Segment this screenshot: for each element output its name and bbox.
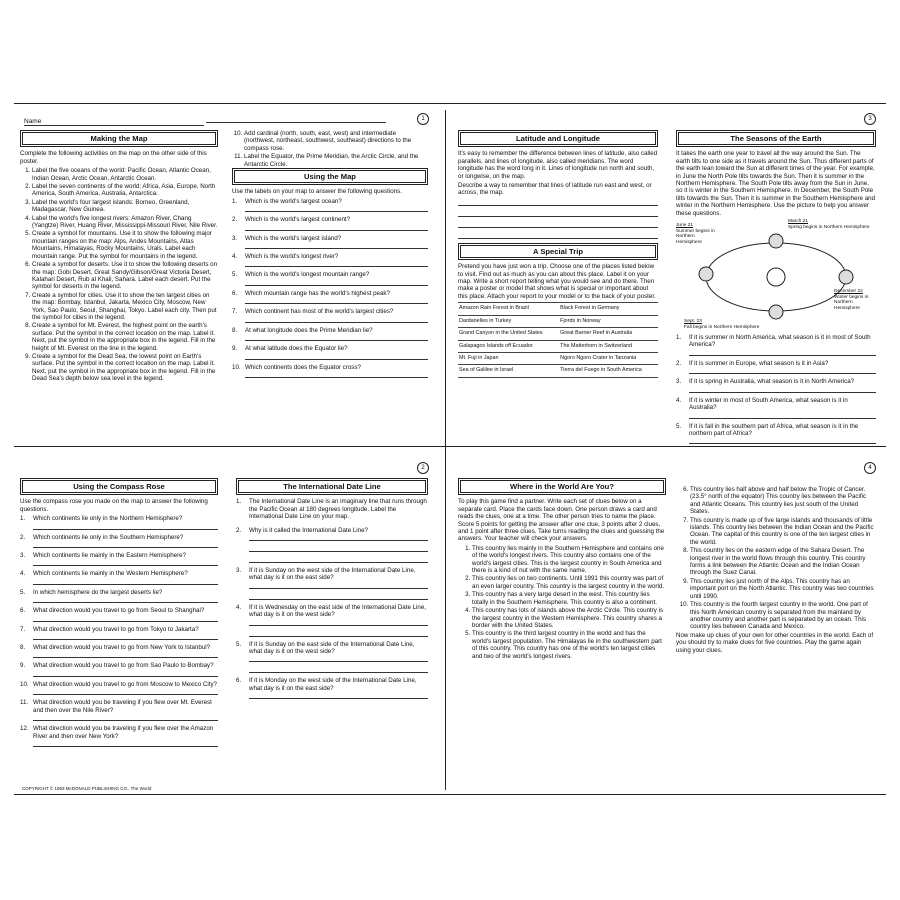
question: 2. Which continents lie only in the Southern Hemisphere? bbox=[20, 534, 218, 548]
table-row: Grand Canyon in the United States Great Barrier Reef in Australia bbox=[458, 328, 658, 340]
answer-line[interactable] bbox=[245, 297, 428, 304]
page-number-2: 2 bbox=[417, 462, 429, 474]
answer-line[interactable] bbox=[33, 688, 218, 695]
answer-line[interactable] bbox=[249, 556, 428, 563]
question: 1. The International Date Line is an imaginary line that runs through the Pacific Ocean at 180 degrees longitude. Label the International Date Line on your map. bbox=[236, 498, 427, 521]
compass-section bbox=[20, 478, 218, 751]
name-line[interactable] bbox=[206, 122, 386, 123]
list-item: 5. This country is the third largest country in the world and has the world's largest population. The Himalayas lie in the southwestern part of this country. This country has one of the world's ten largest cities and two of the world's longest rivers. bbox=[472, 630, 666, 660]
answer-line[interactable] bbox=[458, 232, 658, 239]
making-map-list-continued bbox=[232, 130, 428, 168]
question: 12. What direction would you be traveling if you flew over the Amazon River and then over New York? bbox=[20, 725, 218, 747]
answer-line[interactable] bbox=[33, 633, 218, 640]
question: 6. What direction would you travel to go from Seoul to Shanghai? bbox=[20, 607, 218, 621]
question: 3. If it is spring in Australia, what season is it in North America? bbox=[676, 378, 876, 392]
where-outro: Now make up clues of your own for other countries in the world. Each of you should try to make clues for five countries. Play the game again using your clues. bbox=[676, 631, 874, 654]
answer-line[interactable] bbox=[689, 386, 876, 393]
list-item: 10. This country is the fourth largest country in the world. One part of this North American country is separated from the mainland by another country and another part is separated by an ocean. This country lies between Canada and Mexico. bbox=[690, 601, 876, 631]
list-item: 2. This country lies on two continents. Until 1991 this country was part of an even larger country. This country is the largest country in the world. bbox=[472, 575, 666, 590]
seasons-diagram bbox=[676, 219, 876, 334]
answer-line[interactable] bbox=[458, 210, 658, 217]
question: 1. Which is the world's largest ocean? bbox=[232, 198, 428, 212]
question: 2. Which is the world's largest continent? bbox=[232, 216, 428, 230]
question: 5. In which hemisphere do the largest deserts lie? bbox=[20, 589, 218, 603]
list-item: 3. This country has a very large desert in the west. This country lies totally in the Southern Hemisphere. This country is also a continent. bbox=[472, 591, 666, 606]
list-item: 6. This country lies half above and half below the Tropic of Cancer. (23.5° north of the equator) This country lies between the Pacific and Atlantic Oceans. This country lies just south of the United States. bbox=[690, 486, 876, 516]
answer-line[interactable] bbox=[245, 334, 428, 341]
page-number-4: 4 bbox=[864, 462, 876, 474]
seasons-text: It takes the earth one year to travel all the way around the Sun. The earth tilts to one side as it travels around the Sun. Thus different parts of the earth lean toward the Sun at different times of the year. For example, in June the North Pole tilts towards the Sun. Then it is summer in the Northern Hemisphere. The South Pole tilts away from the Sun in June, so it is winter in the Southern Hemisphere. In December, the South Pole tilts towards the Sun. Then it is summer in the Southern Hemisphere and winter in the Northern Hemisphere. Use the picture to help you answer these questions. bbox=[676, 150, 876, 217]
copyright-text: COPYRIGHT © 1993 McDONALD PUBLISHING CO., The World bbox=[22, 786, 152, 791]
page-number-3: 3 bbox=[864, 113, 876, 125]
name-field[interactable] bbox=[22, 118, 386, 126]
seasons-section bbox=[676, 130, 876, 448]
making-map-intro: Complete the following activities on the map on the other side of this poster. bbox=[20, 150, 207, 165]
answer-line[interactable] bbox=[689, 412, 876, 419]
question: 11. What direction would you be traveling if you flew over Mt. Everest and then over the Nile River? bbox=[20, 699, 218, 721]
list-item: 4. This country has lots of islands above the Arctic Circle. This country is the largest country in the Western Hemisphere. This country shares a border with the United States. bbox=[472, 607, 666, 629]
using-map-section bbox=[232, 130, 428, 382]
table-row: Galapagos Islands off Ecuador The Matterhorn in Switzerland bbox=[458, 340, 658, 352]
december-label: December 22 Winter begins in Northern Hemisphere bbox=[834, 289, 869, 311]
answer-line[interactable] bbox=[33, 651, 218, 658]
march-label: March 21 Spring begins in Northern Hemisphere bbox=[788, 219, 870, 230]
answer-line[interactable] bbox=[245, 316, 428, 323]
question: 3. Which is the world's largest island? bbox=[232, 235, 428, 249]
question: 4. Which is the world's longest river? bbox=[232, 253, 428, 267]
dateline-section bbox=[236, 478, 428, 703]
vertical-divider bbox=[445, 110, 446, 790]
june-label: June 21 Summer begins in Northern Hemisphere bbox=[676, 223, 715, 245]
question: 5. Which is the world's longest mountain range? bbox=[232, 271, 428, 285]
list-item: 11. Label the Equator, the Prime Meridian, the Arctic Circle, and the Antarctic Circle. bbox=[244, 153, 428, 168]
question: 9. What direction would you travel to go from Sao Paulo to Bombay? bbox=[20, 662, 218, 676]
table-row: Amazon Rain Forest in Brazil Black Forest in Germany bbox=[458, 303, 658, 315]
question: 3. If it is Sunday on the west side of the International Date Line, what day is it on the east side? bbox=[236, 567, 428, 600]
list-item: 5. Create a symbol for mountains. Use it to show the following major mountain ranges on the map: Alps, Andes Mountains, Atlas Mountains, Himalayas, Rocky Mountains, Urals. Label each mountain range. Put the symbol for mountains in the legend. bbox=[32, 230, 218, 260]
answer-line[interactable] bbox=[689, 367, 876, 374]
lat-long-text: It's easy to remember the difference between lines of latitude, also called parallels, and lines of longitude, also called meridians. The word longitude has the word long in it. Lines of longitude run north and south, or longwise, on the map. bbox=[458, 150, 658, 180]
making-map-section bbox=[20, 130, 218, 384]
page-number-1: 1 bbox=[417, 113, 429, 125]
dateline-title: The International Date Line bbox=[238, 480, 426, 493]
question: 8. What direction would you travel to go from New York to Istanbul? bbox=[20, 644, 218, 658]
question: 7. What direction would you travel to go from Tokyo to Jakarta? bbox=[20, 626, 218, 640]
where-intro: To play this game find a partner. Write each set of clues below on a separate card. Place the cards face down. One person draws a card and reads the clues, one at a time. The other person tries to name the place. Score 5 points for getting the answer after one clue, 3 points after 2 clues, and 1 point after three clues. Take turns reading the clues and guessing the answers. Your teacher will check your answers. bbox=[458, 498, 665, 543]
answer-line[interactable] bbox=[245, 205, 428, 212]
question: 2. Why is it called the International Date Line? bbox=[236, 527, 428, 563]
answer-line[interactable] bbox=[458, 221, 658, 228]
answer-line[interactable] bbox=[33, 670, 218, 677]
list-item: 9. Create a symbol for the Dead Sea, the lowest point on Earth's surface. Put the symbol in the correct location on the map. Label it. Next, put the symbol in the appropriate box in the legend. Fill in the Dead Sea's depth below sea level in the legend. bbox=[32, 353, 218, 383]
answer-line[interactable] bbox=[689, 437, 876, 444]
question: 10. Which continents does the Equator cross? bbox=[232, 364, 428, 378]
september-label: Sept. 23 Fall begins in Northern Hemisphere bbox=[684, 319, 760, 330]
earth-icon bbox=[769, 234, 783, 248]
answer-line[interactable] bbox=[249, 630, 428, 637]
list-item: 4. Label the world's five longest rivers: Amazon River, Chang (Yangtze) River, Huang River, Mississippi-Missouri River, Nile River. bbox=[32, 215, 218, 230]
answer-line[interactable] bbox=[33, 615, 218, 622]
question: 7. Which continent has most of the world's largest cities? bbox=[232, 308, 428, 322]
making-map-list bbox=[20, 167, 218, 382]
lat-long-title: Latitude and Longitude bbox=[460, 132, 656, 145]
answer-line[interactable] bbox=[245, 371, 428, 378]
where-section bbox=[458, 478, 666, 661]
earth-icon bbox=[699, 267, 713, 281]
list-item: 10. Add cardinal (north, south, east, west) and intermediate (northwest, northeast, southwest, southeast) directions to the compass rose. bbox=[244, 130, 428, 152]
list-item: 7. Create a symbol for cities. Use it to show the ten largest cities on the map: Bombay, Istanbul, Jakarta, Mexico City, Moscow, New York, Sao Paulo, Seoul, Shanghai, Tokyo. Label each city. Then put the symbol for cities in the legend. bbox=[32, 292, 218, 322]
list-item: 2. Label the seven continents of the world: Africa, Asia, Europe, North America, South America, Australia, Antarctica. bbox=[32, 183, 218, 198]
seasons-title: The Seasons of the Earth bbox=[678, 132, 874, 145]
table-row: Dardanelles in Turkey Fjords in Norway bbox=[458, 315, 658, 327]
answer-line[interactable] bbox=[245, 260, 428, 267]
special-trip-text: Pretend you have just won a trip. Choose one of the places listed below to visit. Find out as much as you can about this place. Label it on your map. Write a short report telling what you would see and do there. Then make a poster or model that shows what is special or important about this place. Attach your report to your model or to the back of your poster. bbox=[458, 263, 656, 300]
question: 4. If it is winter in most of South America, what season is it in Australia? bbox=[676, 397, 876, 419]
answer-line[interactable] bbox=[33, 596, 218, 603]
list-item: 8. This country lies on the eastern edge of the Sahara Desert. The longest river in the world flows through this country. This country forms a link between the Atlantic Ocean and the Indian Ocean through the Suez Canal. bbox=[690, 547, 876, 577]
earth-icon bbox=[769, 305, 783, 319]
answer-line[interactable] bbox=[249, 593, 428, 600]
lat-long-prompt: Describe a way to remember that lines of latitude run east and west, or across, the map. bbox=[458, 182, 652, 197]
answer-line[interactable] bbox=[249, 692, 428, 699]
using-map-intro: Use the labels on your map to answer the following questions. bbox=[232, 188, 402, 196]
clues-list bbox=[458, 545, 666, 660]
answer-line[interactable] bbox=[245, 279, 428, 286]
list-item: 9. This country lies just north of the Alps. This country has an important port on the North Atlantic. This country was two countries until 1990. bbox=[690, 578, 876, 600]
list-item: 1. Label the five oceans of the world: Pacific Ocean, Atlantic Ocean, Indian Ocean, Arctic Ocean, Antarctic Ocean. bbox=[32, 167, 218, 182]
question: 8. At what longitude does the Prime Meridian lie? bbox=[232, 327, 428, 341]
list-item: 7. This country is made up of five large islands and thousands of little islands. This country lies between the Indian Ocean and the Pacific Ocean. The capital of this country is one of the ten largest cities in the world. bbox=[690, 517, 876, 547]
answer-line[interactable] bbox=[458, 199, 658, 206]
list-item: 1. This country lies mainly in the Southern Hemisphere and contains one of the world's longest rivers. This country also contains one of the world's largest cities. This is the largest country in South America and there is a kind of nut with the same name. bbox=[472, 545, 666, 575]
compass-title: Using the Compass Rose bbox=[22, 480, 216, 493]
answer-line[interactable] bbox=[249, 582, 428, 589]
question: 6. If it is Monday on the west side of the International Date Line, what day is it on the east side? bbox=[236, 677, 428, 699]
special-trip-title: A Special Trip bbox=[460, 245, 656, 258]
answer-line[interactable] bbox=[245, 242, 428, 249]
places-table bbox=[458, 302, 658, 377]
table-row: Sea of Galilee in Israel Tierra del Fuego in South America bbox=[458, 365, 658, 377]
question: 3. Which continents lie mainly in the Eastern Hemisphere? bbox=[20, 552, 218, 566]
earth-icon bbox=[839, 270, 853, 284]
answer-line[interactable] bbox=[33, 523, 218, 530]
question: 10. What direction would you travel to go from Moscow to Mexico City? bbox=[20, 681, 218, 695]
name-label: Name bbox=[24, 118, 204, 126]
lat-long-section bbox=[458, 130, 658, 378]
answer-line[interactable] bbox=[33, 541, 218, 548]
answer-line[interactable] bbox=[33, 578, 218, 585]
answer-line[interactable] bbox=[249, 545, 428, 552]
answer-line[interactable] bbox=[33, 740, 218, 747]
answer-line[interactable] bbox=[249, 619, 428, 626]
table-row: Mt. Fuji in Japan Ngoro Ngoro Crater in Tanzania bbox=[458, 352, 658, 364]
where-section-continued bbox=[676, 486, 876, 656]
answer-line[interactable] bbox=[33, 559, 218, 566]
list-item: 8. Create a symbol for Mt. Everest, the highest point on the earth's surface. Put the symbol in the correct location on the map. Label it. Next, put the symbol in the appropriate box in the legend. Fill in the height of Mt. Everest on the line in the legend. bbox=[32, 322, 218, 352]
making-map-title: Making the Map bbox=[22, 132, 216, 145]
question: 1. If it is summer in North America, what season is it in most of South America? bbox=[676, 334, 876, 356]
question: 5. If it is Sunday on the east side of the International Date Line, what day is it on the west side? bbox=[236, 641, 428, 674]
where-title: Where in the World Are You? bbox=[460, 480, 664, 493]
list-item: 6. Create a symbol for deserts. Use it to show the following deserts on the map: Gobi Desert, Great Sandy/Gibson/Great Victoria Desert, Kalahari Desert, Rub al Khali, Sahara. Label each desert. Put the symbol for deserts in the legend. bbox=[32, 261, 218, 291]
question: 2. If it is summer in Europe, what season is it in Asia? bbox=[676, 360, 876, 374]
answer-line[interactable] bbox=[249, 534, 428, 541]
question: 1. Which continents lie only in the Northern Hemisphere? bbox=[20, 515, 218, 529]
answer-line[interactable] bbox=[249, 655, 428, 662]
using-map-title: Using the Map bbox=[234, 170, 426, 183]
clues-list-continued bbox=[676, 486, 876, 631]
question: 5. If it is fall in the southern part of Africa, what season is it in the northern part of Africa? bbox=[676, 423, 876, 445]
question: 9. At what latitude does the Equator lie? bbox=[232, 345, 428, 359]
answer-line[interactable] bbox=[249, 666, 428, 673]
answer-line[interactable] bbox=[689, 349, 876, 356]
question: 6. Which mountain range has the world's highest peak? bbox=[232, 290, 428, 304]
answer-line[interactable] bbox=[33, 714, 218, 721]
question: 4. Which continents lie mainly in the Western Hemisphere? bbox=[20, 570, 218, 584]
compass-intro: Use the compass rose you made on the map to answer the following questions. bbox=[20, 498, 208, 513]
list-item: 3. Label the world's four largest islands: Borneo, Greenland, Madagascar, New Guinea. bbox=[32, 199, 218, 214]
sun-icon bbox=[767, 268, 785, 286]
answer-line[interactable] bbox=[245, 353, 428, 360]
question: 4. If it is Wednesday on the east side of the International Date Line, what day is it on the west side? bbox=[236, 604, 428, 637]
answer-line[interactable] bbox=[245, 224, 428, 231]
